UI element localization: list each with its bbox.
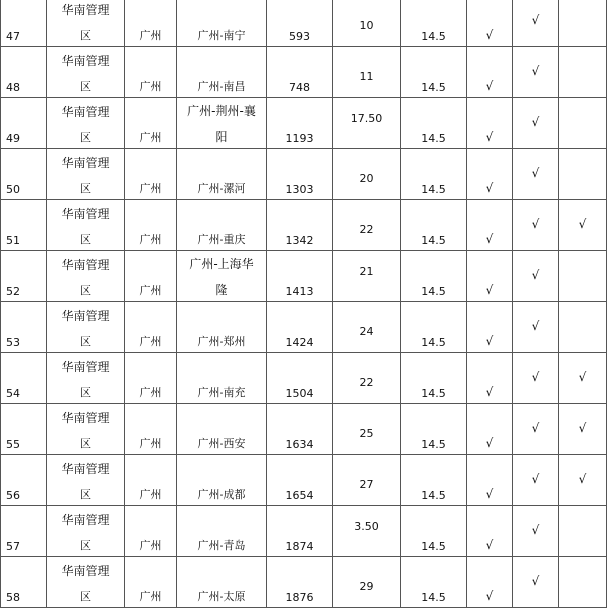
distance-cell — [267, 200, 333, 251]
route-cell — [177, 455, 267, 506]
check-2-cell — [513, 455, 559, 506]
route-cell — [177, 353, 267, 404]
row-number-cell — [1, 47, 47, 98]
value-1: 20 — [359, 172, 374, 185]
city: 广州 — [139, 233, 162, 246]
city: 广州 — [139, 488, 162, 501]
check-1-icon: √ — [485, 385, 494, 399]
row-number: 55 — [6, 438, 20, 451]
route: 广州-重庆 — [197, 233, 246, 246]
region-line-2: 区 — [80, 386, 91, 399]
distance: 1876 — [285, 591, 314, 604]
city: 广州 — [139, 284, 162, 297]
route-cell — [177, 302, 267, 353]
distance-cell — [267, 557, 333, 608]
check-2-cell — [513, 557, 559, 608]
city: 广州 — [139, 386, 162, 399]
city-cell — [125, 0, 177, 47]
region-line-2: 区 — [80, 233, 91, 246]
check-2-cell — [513, 302, 559, 353]
region-cell — [47, 404, 125, 455]
region-line-2: 区 — [80, 590, 91, 603]
value-2-cell — [401, 557, 467, 608]
check-2-cell — [513, 0, 559, 47]
check-2-icon: √ — [531, 115, 540, 129]
distance-cell — [267, 47, 333, 98]
check-2-icon: √ — [531, 523, 540, 537]
route-line-1: 广州-荆州-襄 — [187, 104, 256, 118]
check-3-cell — [559, 0, 607, 47]
route-table-body — [1, 0, 607, 608]
region-line-2: 区 — [80, 131, 91, 144]
check-3-cell — [559, 149, 607, 200]
row-number-cell — [1, 506, 47, 557]
value-2: 14.5 — [421, 591, 446, 604]
value-2: 14.5 — [421, 132, 446, 145]
city: 广州 — [139, 335, 162, 348]
region-line-2: 区 — [80, 488, 91, 501]
city-cell — [125, 98, 177, 149]
table-row — [1, 506, 607, 557]
region-line-1: 华南管理 — [61, 156, 110, 170]
value-2-cell — [401, 404, 467, 455]
value-1: 22 — [359, 223, 374, 236]
row-number-cell — [1, 200, 47, 251]
row-number-cell — [1, 557, 47, 608]
distance: 1504 — [285, 387, 314, 400]
route-cell — [177, 557, 267, 608]
city-cell — [125, 353, 177, 404]
value-1: 22 — [359, 376, 374, 389]
check-1-icon: √ — [485, 538, 494, 552]
row-number: 52 — [6, 285, 20, 298]
distance: 1413 — [285, 285, 314, 298]
route: 广州-南昌 — [197, 80, 246, 93]
check-1-icon: √ — [485, 283, 494, 297]
route-cell — [177, 98, 267, 149]
value-1: 25 — [359, 427, 374, 440]
distance: 1342 — [285, 234, 314, 247]
check-1-cell — [467, 0, 513, 47]
route-line-2: 阳 — [215, 130, 228, 144]
region-line-2: 区 — [80, 437, 91, 450]
distance: 1654 — [285, 489, 314, 502]
region-line-1: 华南管理 — [61, 54, 110, 68]
region-cell — [47, 557, 125, 608]
value-1: 29 — [359, 580, 374, 593]
route-cell — [177, 506, 267, 557]
route-cell — [177, 404, 267, 455]
value-2-cell — [401, 506, 467, 557]
region-line-1: 华南管理 — [61, 207, 110, 221]
row-number-cell — [1, 455, 47, 506]
region-line-2: 区 — [80, 80, 91, 93]
value-2-cell — [401, 0, 467, 47]
value-2: 14.5 — [421, 438, 446, 451]
value-1-cell — [333, 98, 401, 149]
distance-cell — [267, 404, 333, 455]
table-row — [1, 200, 607, 251]
value-2: 14.5 — [421, 234, 446, 247]
distance-cell — [267, 149, 333, 200]
check-3-cell — [559, 251, 607, 302]
value-1-cell — [333, 353, 401, 404]
region-line-1: 华南管理 — [61, 513, 110, 527]
value-2-cell — [401, 302, 467, 353]
route: 广州-南充 — [197, 386, 246, 399]
check-2-cell — [513, 506, 559, 557]
value-2-cell — [401, 149, 467, 200]
region-line-2: 区 — [80, 539, 91, 552]
check-2-icon: √ — [531, 472, 540, 486]
check-2-cell — [513, 98, 559, 149]
city: 广州 — [139, 131, 162, 144]
city: 广州 — [139, 437, 162, 450]
region-line-2: 区 — [80, 182, 91, 195]
distance-cell — [267, 98, 333, 149]
value-2-cell — [401, 353, 467, 404]
row-number: 47 — [6, 30, 20, 43]
check-3-cell — [559, 506, 607, 557]
region-line-1: 华南管理 — [61, 3, 110, 17]
route: 广州-青岛 — [197, 539, 246, 552]
row-number: 51 — [6, 234, 20, 247]
distance: 1424 — [285, 336, 314, 349]
region-line-1: 华南管理 — [61, 564, 110, 578]
row-number: 56 — [6, 489, 20, 502]
row-number-cell — [1, 98, 47, 149]
check-1-icon: √ — [485, 130, 494, 144]
value-1: 17.50 — [350, 112, 383, 125]
row-number-cell — [1, 149, 47, 200]
row-number-cell — [1, 0, 47, 47]
check-3-cell — [559, 455, 607, 506]
table-row — [1, 98, 607, 149]
value-2: 14.5 — [421, 489, 446, 502]
distance: 1874 — [285, 540, 314, 553]
check-1-icon: √ — [485, 334, 494, 348]
value-1: 10 — [359, 19, 374, 32]
region-cell — [47, 149, 125, 200]
row-number-cell — [1, 302, 47, 353]
check-1-icon: √ — [485, 487, 494, 501]
region-cell — [47, 0, 125, 47]
route-cell — [177, 251, 267, 302]
check-3-cell — [559, 98, 607, 149]
check-2-icon: √ — [531, 421, 540, 435]
row-number: 54 — [6, 387, 20, 400]
distance-cell — [267, 251, 333, 302]
row-number: 50 — [6, 183, 20, 196]
value-1-cell — [333, 557, 401, 608]
distance-cell — [267, 353, 333, 404]
check-2-cell — [513, 200, 559, 251]
value-2-cell — [401, 251, 467, 302]
region-line-1: 华南管理 — [61, 309, 110, 323]
route: 广州-漯河 — [197, 182, 246, 195]
check-3-icon: √ — [578, 370, 587, 384]
check-2-cell — [513, 149, 559, 200]
value-2: 14.5 — [421, 30, 446, 43]
check-1-icon: √ — [485, 79, 494, 93]
distance-cell — [267, 302, 333, 353]
region-line-1: 华南管理 — [61, 411, 110, 425]
value-2-cell — [401, 455, 467, 506]
city: 广州 — [139, 80, 162, 93]
value-1-cell — [333, 0, 401, 47]
row-number: 57 — [6, 540, 20, 553]
value-2: 14.5 — [421, 81, 446, 94]
check-1-cell — [467, 47, 513, 98]
value-2: 14.5 — [421, 540, 446, 553]
check-3-icon: √ — [578, 217, 587, 231]
value-1-cell — [333, 251, 401, 302]
route-cell — [177, 0, 267, 47]
city-cell — [125, 404, 177, 455]
region-cell — [47, 47, 125, 98]
check-1-icon: √ — [485, 232, 494, 246]
value-2: 14.5 — [421, 285, 446, 298]
check-1-cell — [467, 557, 513, 608]
check-2-icon: √ — [531, 574, 540, 588]
check-3-cell — [559, 200, 607, 251]
region-line-2: 区 — [80, 335, 91, 348]
region-line-2: 区 — [80, 284, 91, 297]
table-row — [1, 404, 607, 455]
check-1-cell — [467, 455, 513, 506]
city-cell — [125, 557, 177, 608]
route-line-1: 广州-上海华 — [189, 257, 254, 271]
city: 广州 — [139, 29, 162, 42]
check-1-cell — [467, 404, 513, 455]
city-cell — [125, 506, 177, 557]
value-2-cell — [401, 47, 467, 98]
route-cell — [177, 200, 267, 251]
route: 广州-西安 — [197, 437, 246, 450]
city: 广州 — [139, 539, 162, 552]
check-2-icon: √ — [531, 319, 540, 333]
check-3-cell — [559, 404, 607, 455]
table-row — [1, 251, 607, 302]
value-1-cell — [333, 404, 401, 455]
distance: 593 — [289, 30, 310, 43]
row-number: 58 — [6, 591, 20, 604]
row-number: 53 — [6, 336, 20, 349]
city-cell — [125, 302, 177, 353]
check-1-cell — [467, 353, 513, 404]
value-1: 3.50 — [354, 520, 379, 533]
city-cell — [125, 47, 177, 98]
check-1-cell — [467, 98, 513, 149]
city-cell — [125, 251, 177, 302]
route: 广州-南宁 — [197, 29, 246, 42]
region-line-1: 华南管理 — [61, 258, 110, 272]
check-2-cell — [513, 353, 559, 404]
check-2-icon: √ — [531, 268, 540, 282]
check-2-icon: √ — [531, 13, 540, 27]
check-1-cell — [467, 506, 513, 557]
check-3-cell — [559, 353, 607, 404]
distance-cell — [267, 455, 333, 506]
route-cell — [177, 149, 267, 200]
city: 广州 — [139, 182, 162, 195]
distance: 1193 — [285, 132, 314, 145]
check-2-icon: √ — [531, 64, 540, 78]
row-number-cell — [1, 251, 47, 302]
value-1: 27 — [359, 478, 374, 491]
check-2-cell — [513, 251, 559, 302]
check-1-icon: √ — [485, 181, 494, 195]
distance-cell — [267, 506, 333, 557]
row-number: 49 — [6, 132, 20, 145]
city-cell — [125, 200, 177, 251]
region-cell — [47, 455, 125, 506]
row-number: 48 — [6, 81, 20, 94]
route: 广州-成都 — [197, 488, 246, 501]
distance: 748 — [289, 81, 310, 94]
region-line-1: 华南管理 — [61, 360, 110, 374]
route-cell — [177, 47, 267, 98]
value-1-cell — [333, 455, 401, 506]
route-line-2: 隆 — [215, 283, 228, 297]
check-1-icon: √ — [485, 589, 494, 603]
check-2-icon: √ — [531, 166, 540, 180]
check-1-cell — [467, 200, 513, 251]
city: 广州 — [139, 590, 162, 603]
route: 广州-太原 — [197, 590, 246, 603]
check-2-cell — [513, 47, 559, 98]
check-2-cell — [513, 404, 559, 455]
region-line-2: 区 — [80, 29, 91, 42]
value-1-cell — [333, 200, 401, 251]
city-cell — [125, 149, 177, 200]
distance: 1303 — [285, 183, 314, 196]
table-row — [1, 455, 607, 506]
value-2: 14.5 — [421, 387, 446, 400]
city-cell — [125, 455, 177, 506]
value-1: 11 — [359, 70, 374, 83]
distance: 1634 — [285, 438, 314, 451]
value-1-cell — [333, 149, 401, 200]
check-1-icon: √ — [485, 436, 494, 450]
value-1-cell — [333, 506, 401, 557]
value-1-cell — [333, 47, 401, 98]
check-3-cell — [559, 47, 607, 98]
check-3-icon: √ — [578, 472, 587, 486]
check-1-cell — [467, 149, 513, 200]
check-1-cell — [467, 251, 513, 302]
check-3-icon: √ — [578, 421, 587, 435]
region-cell — [47, 506, 125, 557]
value-2-cell — [401, 200, 467, 251]
value-1-cell — [333, 302, 401, 353]
region-cell — [47, 251, 125, 302]
region-line-1: 华南管理 — [61, 462, 110, 476]
check-2-icon: √ — [531, 370, 540, 384]
check-1-icon: √ — [485, 28, 494, 42]
value-1: 24 — [359, 325, 374, 338]
check-3-cell — [559, 557, 607, 608]
region-line-1: 华南管理 — [61, 105, 110, 119]
region-cell — [47, 200, 125, 251]
check-3-cell — [559, 302, 607, 353]
table-row — [1, 557, 607, 608]
table-row — [1, 0, 607, 47]
value-1: 21 — [359, 265, 374, 278]
route: 广州-郑州 — [197, 335, 246, 348]
region-cell — [47, 302, 125, 353]
table-row — [1, 302, 607, 353]
value-2-cell — [401, 98, 467, 149]
table-row — [1, 353, 607, 404]
row-number-cell — [1, 353, 47, 404]
check-2-icon: √ — [531, 217, 540, 231]
value-2: 14.5 — [421, 336, 446, 349]
value-2: 14.5 — [421, 183, 446, 196]
region-cell — [47, 353, 125, 404]
distance-cell — [267, 0, 333, 47]
row-number-cell — [1, 404, 47, 455]
table-row — [1, 47, 607, 98]
region-cell — [47, 98, 125, 149]
check-1-cell — [467, 302, 513, 353]
table-row — [1, 149, 607, 200]
